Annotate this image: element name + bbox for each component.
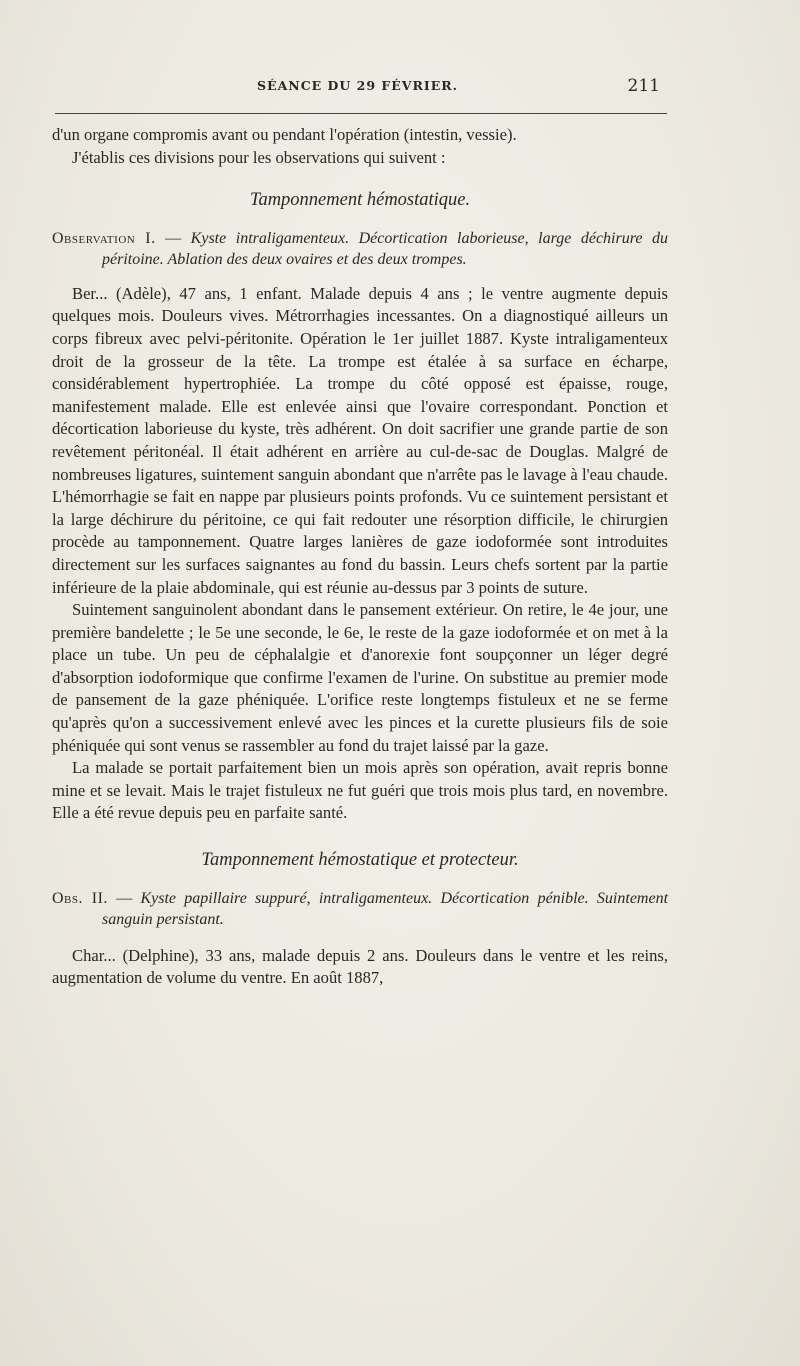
- paragraph-divisions: J'établis ces divisions pour les observations qui suivent :: [72, 147, 446, 167]
- observation-2-dash: —: [107, 889, 141, 907]
- page-header: [55, 78, 660, 100]
- header-rule: [55, 113, 667, 114]
- paragraph-intro-continued: d'un organe compromis avant ou pendant l'opération (intestin, vessie).: [52, 125, 517, 144]
- observation-1-paragraph-1: Ber... (Adèle), 47 ans, 1 enfant. Malade depuis 4 ans ; le ventre augmente depuis quelques mois. Douleurs vives. Métrorrhagies incessantes. On a diagnostiqué ailleurs un corps fibreux avec pelvi-péritonite. Opération le 1er juillet 1887. Kyste intraligamenteux droit de la grosseur de la tête. La trompe est étalée à sa surface en écharpe, considérablement hypertrophiée. La trompe du côté opposé est épaisse, rouge, manifestement malade. Elle est enlevée ainsi que l'ovaire correspondant. Ponction et décortication laborieuse du kyste, très adhérent. On doit sacrifier une grande partie de son revêtement péritonéal. Il était adhérent en arrière au cul-de-sac de Douglas. Malgré de nombreuses ligatures, suintement sanguin abondant que n'arrête pas le lavage à l'eau chaude. L'hémorrhagie se fait en nappe par plusieurs points profonds. Vu ce suintement persistant et la large déchirure du péritoine, ce qui fait redouter une résorption difficile, le chirurgien procède au tamponnement. Quatre larges lanières de gaze iodoformée sont introduites directement sur les surfaces saignantes au fond du bassin. Leurs chefs sortent par la partie inférieure de la plaie abdominale, qui est réunie au-dessus par 3 points de suture.: [52, 283, 668, 597]
- section-title-1: Tamponnement hémostatique.: [249, 190, 471, 211]
- observation-2-label: Obs. II.: [52, 889, 108, 907]
- observation-1-label: Observation I.: [52, 229, 156, 247]
- observation-2-heading: [52, 888, 668, 931]
- observation-1-dash: —: [155, 229, 191, 247]
- page-number: 211: [627, 76, 660, 96]
- observation-1-paragraph-2: Suintement sanguinolent abondant dans le pansement extérieur. On retire, le 4e jour, une première bandelette ; le 5e une seconde, le 6e, le reste de la gaze iodoformée et on met à la place un tube. Un peu de céphalalgie et d'anorexie font soupçonner un léger degré d'absorption iodoformique que confirme l'examen de l'urine. On substitue au premier mode de pansement de la gaze phéniquée. L'orifice reste longtemps fistuleux et ne se ferme qu'après qu'on a successivement enlevé avec les pinces et la curette plusieurs fils de soie phéniquée qui sont venus se rassembler au fond du trajet laissé par la gaze.: [52, 600, 668, 755]
- body-text: [52, 124, 668, 990]
- observation-2-paragraph-1: Char... (Delphine), 33 ans, malade depuis 2 ans. Douleurs dans le ventre et les reins, augmentation de volume du ventre. En août 1887,: [52, 945, 668, 988]
- observation-1-paragraph-3: La malade se portait parfaitement bien un mois après son opération, avait repris bonne mine et se levait. Mais le trajet fistuleux ne fut guéri que trois mois plus tard, en novembre. Elle a été revue depuis peu en parfaite santé.: [52, 758, 668, 823]
- running-title: SÉANCE DU 29 FÉVRIER.: [257, 78, 458, 93]
- section-title-2: Tamponnement hémostatique et protecteur.: [201, 850, 519, 871]
- observation-2-title: Kyste papillaire suppuré, intraligamenteux. Décortication pénible. Suintement sanguin persistant.: [102, 889, 669, 929]
- observation-1-title: Kyste intraligamenteux. Décortication laborieuse, large déchirure du péritoine. Ablation des deux ovaires et des deux trompes.: [102, 229, 668, 269]
- observation-1-heading: [52, 228, 668, 271]
